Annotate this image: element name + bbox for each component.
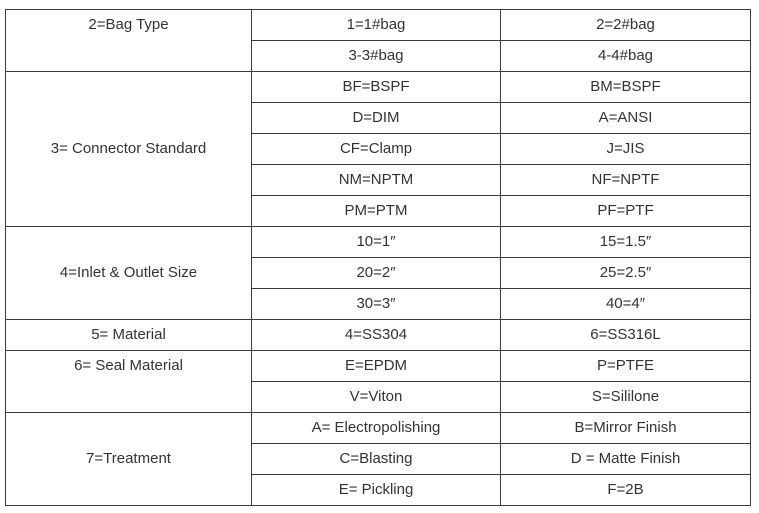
table-row — [6, 351, 751, 382]
option-code-left: 1=1#bag — [252, 10, 501, 41]
group-label: 4=Inlet & Outlet Size — [6, 227, 252, 320]
option-code-left: NM=NPTM — [252, 165, 501, 196]
option-code-left: PM=PTM — [252, 196, 501, 227]
table-row — [6, 72, 751, 103]
option-code-left: CF=Clamp — [252, 134, 501, 165]
option-code-left: 3-3#bag — [252, 41, 501, 72]
group-label: 5= Material — [6, 320, 252, 351]
option-code-left: E= Pickling — [252, 475, 501, 506]
option-code-left: BF=BSPF — [252, 72, 501, 103]
spec-table — [5, 9, 751, 506]
option-code-right: F=2B — [501, 475, 751, 506]
option-code-right: 40=4″ — [501, 289, 751, 320]
option-code-left: 20=2″ — [252, 258, 501, 289]
option-code-right: 15=1.5″ — [501, 227, 751, 258]
option-code-right: PF=PTF — [501, 196, 751, 227]
option-code-right: NF=NPTF — [501, 165, 751, 196]
option-code-left: E=EPDM — [252, 351, 501, 382]
option-code-right: BM=BSPF — [501, 72, 751, 103]
option-code-right: S=Sililone — [501, 382, 751, 413]
table-row — [6, 320, 751, 351]
group-label: 3= Connector Standard — [6, 72, 252, 227]
option-code-left: 10=1″ — [252, 227, 501, 258]
option-code-right: J=JIS — [501, 134, 751, 165]
option-code-left: A= Electropolishing — [252, 413, 501, 444]
option-code-right: 4-4#bag — [501, 41, 751, 72]
option-code-right: B=Mirror Finish — [501, 413, 751, 444]
option-code-left: 4=SS304 — [252, 320, 501, 351]
option-code-right: D = Matte Finish — [501, 444, 751, 475]
option-code-right: 2=2#bag — [501, 10, 751, 41]
table-row — [6, 227, 751, 258]
option-code-left: D=DIM — [252, 103, 501, 134]
option-code-right: 6=SS316L — [501, 320, 751, 351]
table-row — [6, 413, 751, 444]
option-code-left: C=Blasting — [252, 444, 501, 475]
group-label: 6= Seal Material — [6, 351, 252, 413]
group-label: 2=Bag Type — [6, 10, 252, 72]
group-label: 7=Treatment — [6, 413, 252, 506]
table-row — [6, 10, 751, 41]
option-code-left: V=Viton — [252, 382, 501, 413]
option-code-right: P=PTFE — [501, 351, 751, 382]
option-code-right: A=ANSI — [501, 103, 751, 134]
spec-table-body — [6, 10, 751, 506]
option-code-right: 25=2.5″ — [501, 258, 751, 289]
option-code-left: 30=3″ — [252, 289, 501, 320]
